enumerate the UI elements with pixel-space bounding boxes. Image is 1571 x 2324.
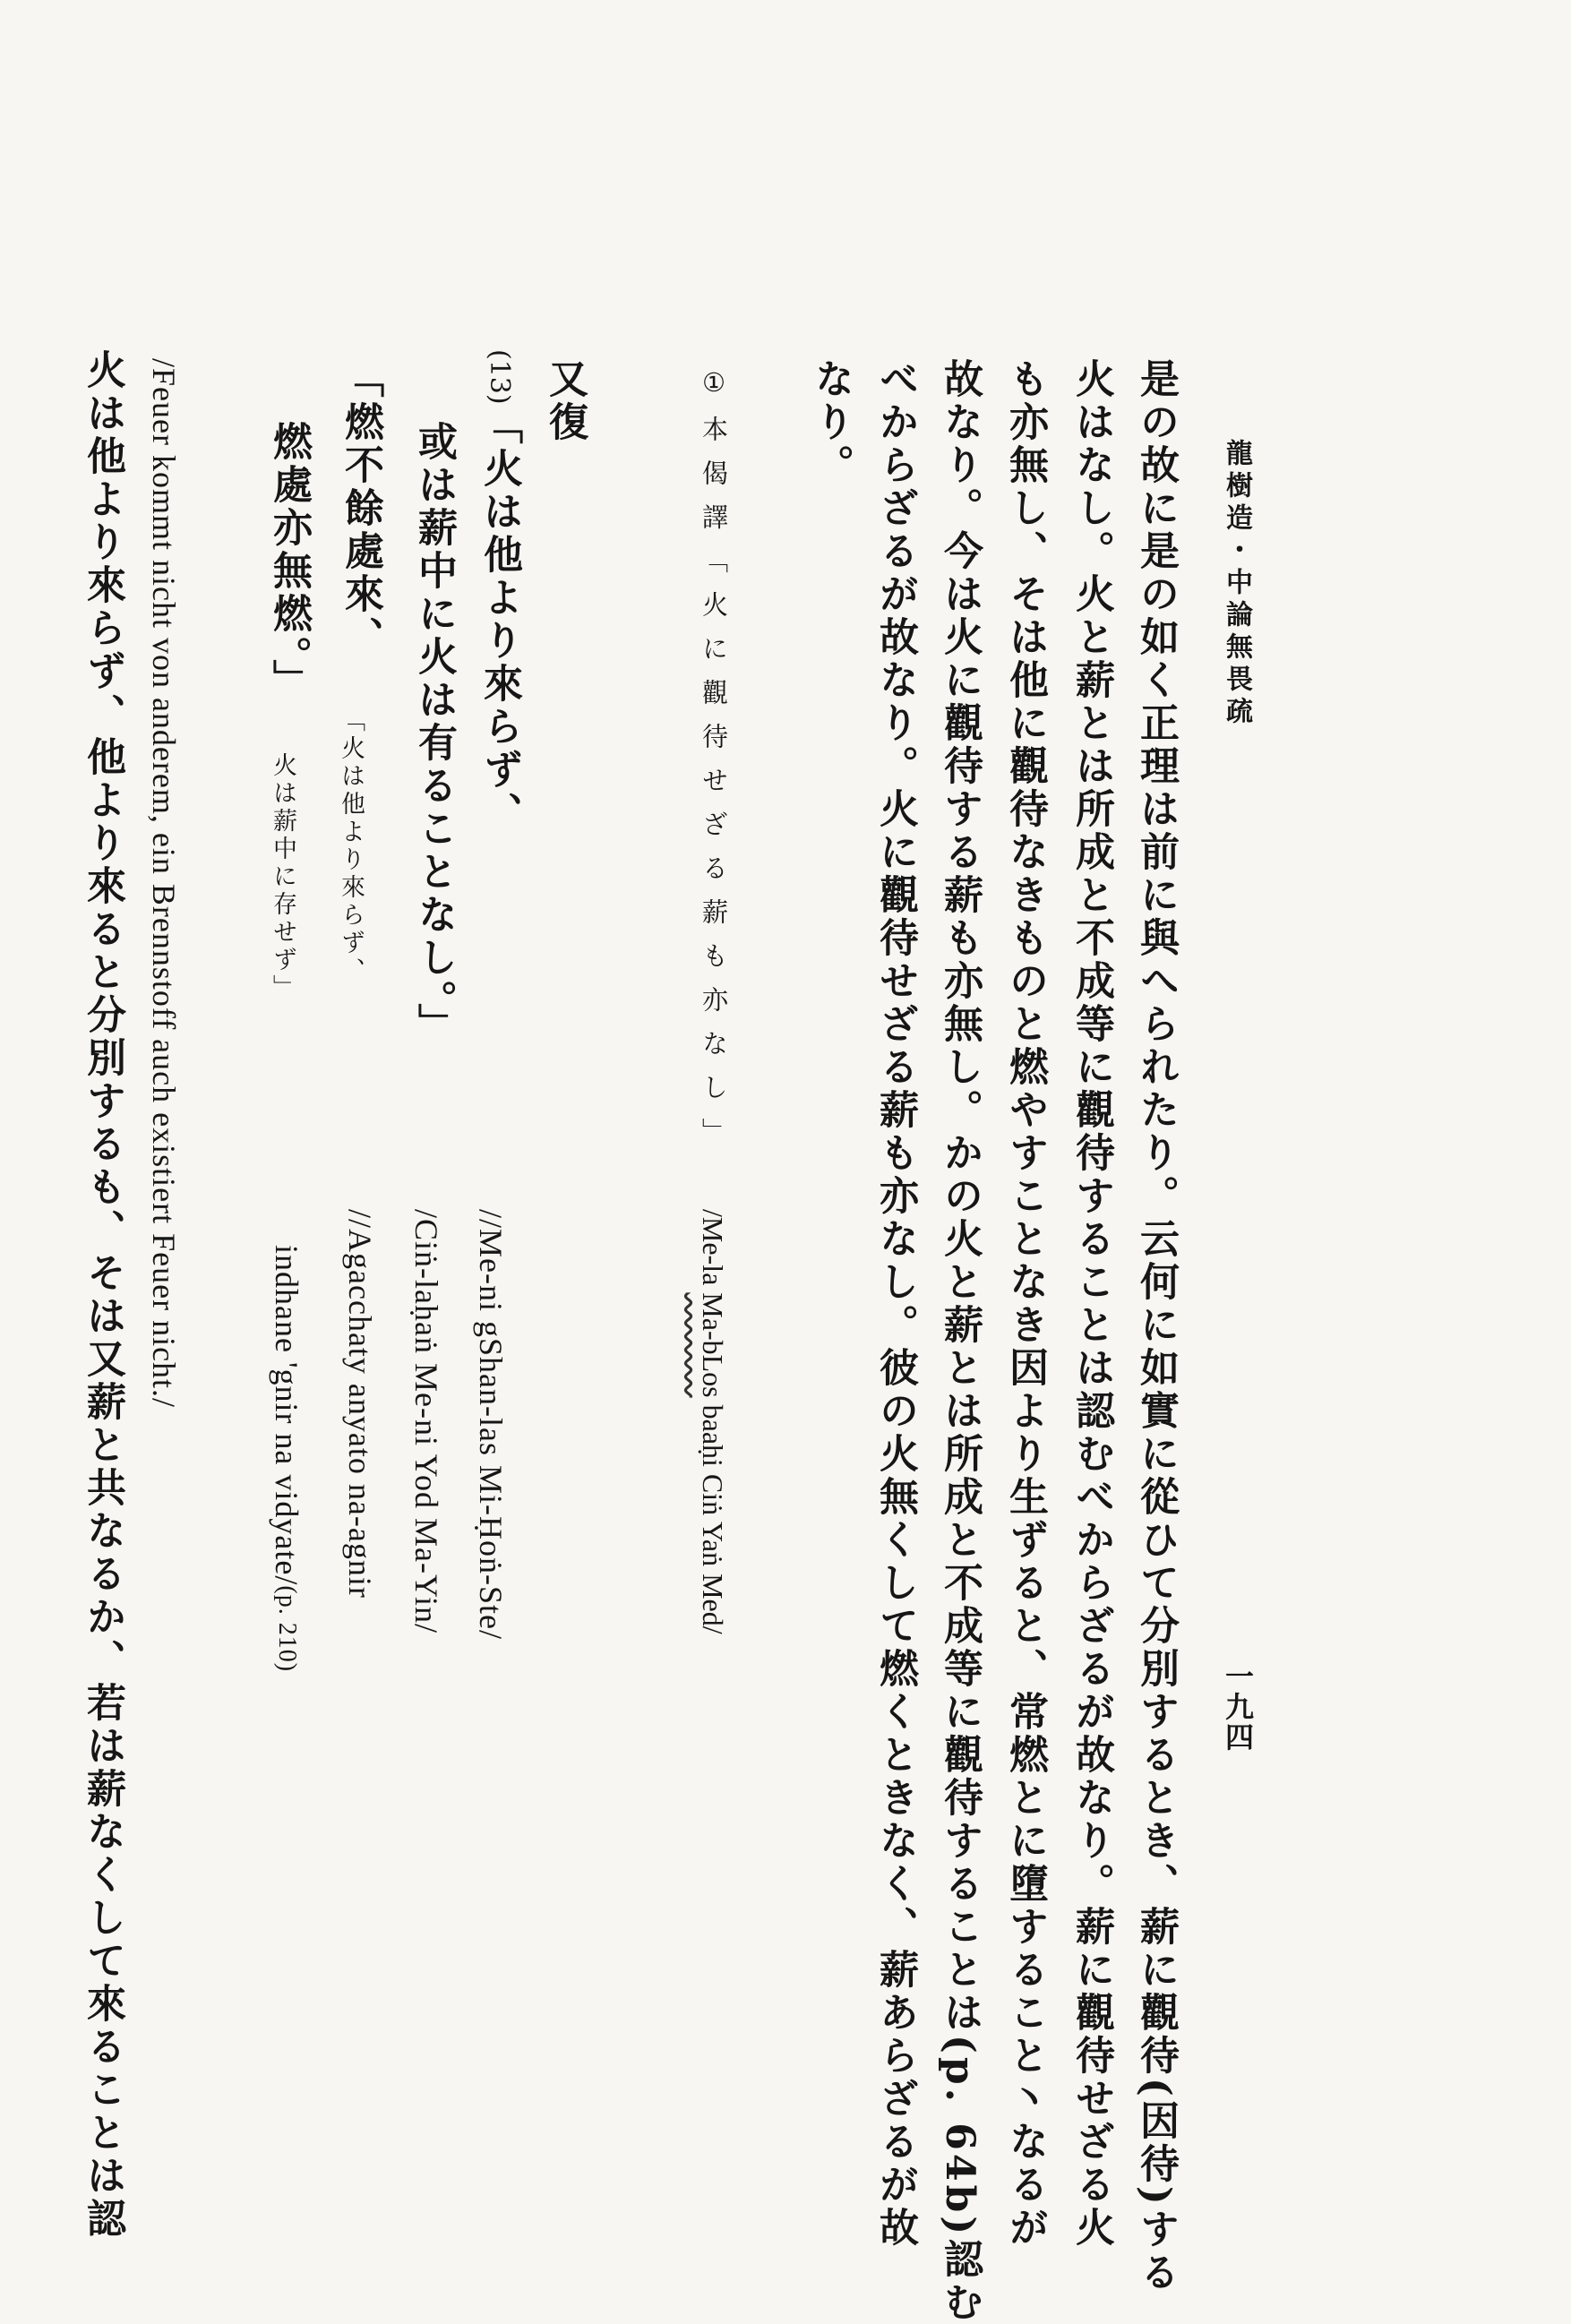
footnote-tibetan-wavy: Ma-bLos: [697, 1292, 729, 1398]
verse-line-1: [476, 349, 522, 835]
body-line: なり。: [808, 358, 854, 487]
verse-number: (13): [484, 349, 515, 405]
chinese-verse-line-1: 「燃不餘處來、: [338, 358, 383, 659]
footnote-tibetan: [699, 1209, 727, 1634]
footnote-marker: ①: [699, 367, 729, 416]
body-line: 故なり。今は火に觀待する薪も亦無し。かの火と薪とは所成と不成等に觀待することは(p. 64b)認む: [937, 358, 983, 2324]
german-translation: /Feuer kommt nicht von anderem, ein Brennstoff auch existiert Feuer nicht./: [146, 358, 182, 1409]
chinese-verse-line-2: 燃處亦無燃。」: [266, 421, 312, 702]
section-heading: 又復: [542, 358, 588, 444]
tibetan-line-2: /Ciṅ-laḥaṅ Me-ni Yod Ma-Yin/: [408, 1209, 444, 1634]
footnote-tibetan-suffix: baaḥi Ciṅ Yaṅ Med/: [697, 1397, 729, 1634]
sanskrit-ref: (p. 210): [273, 1585, 301, 1673]
sanskrit-line-2: [270, 1245, 303, 1672]
sanskrit-text: indhane 'gnir na vidyate/: [269, 1245, 305, 1586]
tibetan-line-1: //Me-ni gShan-las Mi-Ḥoṅ-Ste/: [473, 1209, 509, 1640]
body-line: 火はなし。火と薪とは所成と不成等に觀待することは認むべからざるが故なり。薪に觀待せざる火: [1069, 358, 1114, 2250]
body-line: も亦無し、そは他に觀待なきものと燃やすことなき因より生ずると、常燃とに墮すること丶なるが: [1002, 358, 1048, 2250]
sanskrit-line-1: //Agacchaty anyato na-agnir: [342, 1209, 378, 1599]
footnote-japanese: [699, 367, 729, 1162]
body-line: 是の故に是の如く正理は前に與へられたり。云何に如實に從ひて分別するとき、薪に觀待(因待)する: [1133, 358, 1179, 2294]
footnote-text: 本偈譯「火に觀待せざる薪も亦なし」: [699, 416, 729, 1162]
running-title: 龍樹造・中論無畏疏: [1221, 439, 1252, 729]
gloss-line-1: 「火は他より來らず、: [337, 707, 365, 985]
body-line: べからざるが故なり。火に觀待せざる薪も亦なし。彼の火無くして燃くときなく、薪あらざるが故: [872, 358, 918, 2250]
footnote-tibetan-prefix: /Me-la: [697, 1209, 729, 1293]
page-number: 一九四: [1221, 1661, 1255, 1753]
gloss-line-2: 火は薪中に存せず」: [269, 752, 296, 1002]
verse-line-2: 或は薪中に火は有ることなし。」: [411, 421, 457, 1046]
verse-text: 「火は他より來らず、: [476, 404, 522, 835]
body-line-last: 火は他より來らず、他より來ると分別するも、そは又薪と共なるか、若は薪なくして來ることは認: [80, 349, 125, 2241]
